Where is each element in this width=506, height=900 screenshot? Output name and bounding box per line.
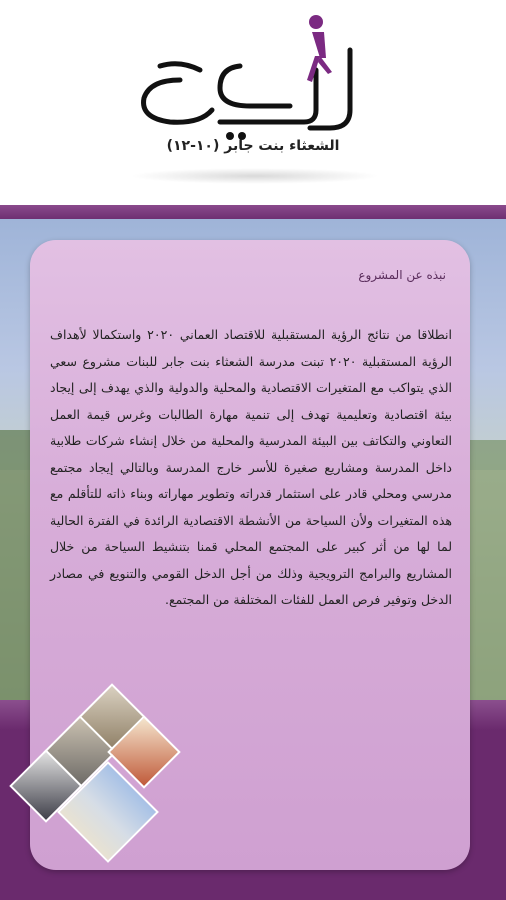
top-band [0,205,506,219]
logo-shadow [130,168,380,184]
card-title: نبذه عن المشروع [358,268,446,282]
photo-collage [14,690,164,870]
logo-graphic [120,10,380,150]
logo [120,10,380,150]
header [0,0,506,205]
subtitle: الشعثاء بنت جابر (١٠-١٢) [166,138,340,154]
background-tree-right [466,440,506,700]
card-body: انطلاقا من نتائج الرؤية المستقبلية للاقتصاد العماني ٢٠٢٠ واستكمالا لأهداف الرؤية المستقبلية ٢٠٢٠ تبنت مدرسة الشعثاء بنت جابر للبنات مشروع سعي الذي يتواكب مع المتغيرات الاقتصادية والمحلية والدولية والذي يهدف إلى إيجاد بيئة اقتصادية وتعليمية تهدف إلى تنمية مهارة الطالبات وغرس قيمة العمل التعاوني والتكاتف بين البيئة المدرسية والمحلية من خلال إنشاء شركات طلابية داخل المدرسة ومشاريع صغيرة للأسر خارج المدرسة وبالتالي إيجاد مجتمع مدرسي ومحلي قادر على استثمار قدراته وتطوير مهاراته وبناء ذاته للتأقلم مع هذه المتغيرات ولأن السياحة من الأنشطة الاقتصادية الرائدة في الفترة الحالية لما لها من أثر كبير على المجتمع المحلي قمنا بتنشيط السياحة من خلال المشاريع والبرامج الترويجية وذلك من أجل الدخل القومي والتنويع في مصادر الدخل وتوفير فرص العمل للفئات المختلفة من المجتمع. [50,327,453,607]
